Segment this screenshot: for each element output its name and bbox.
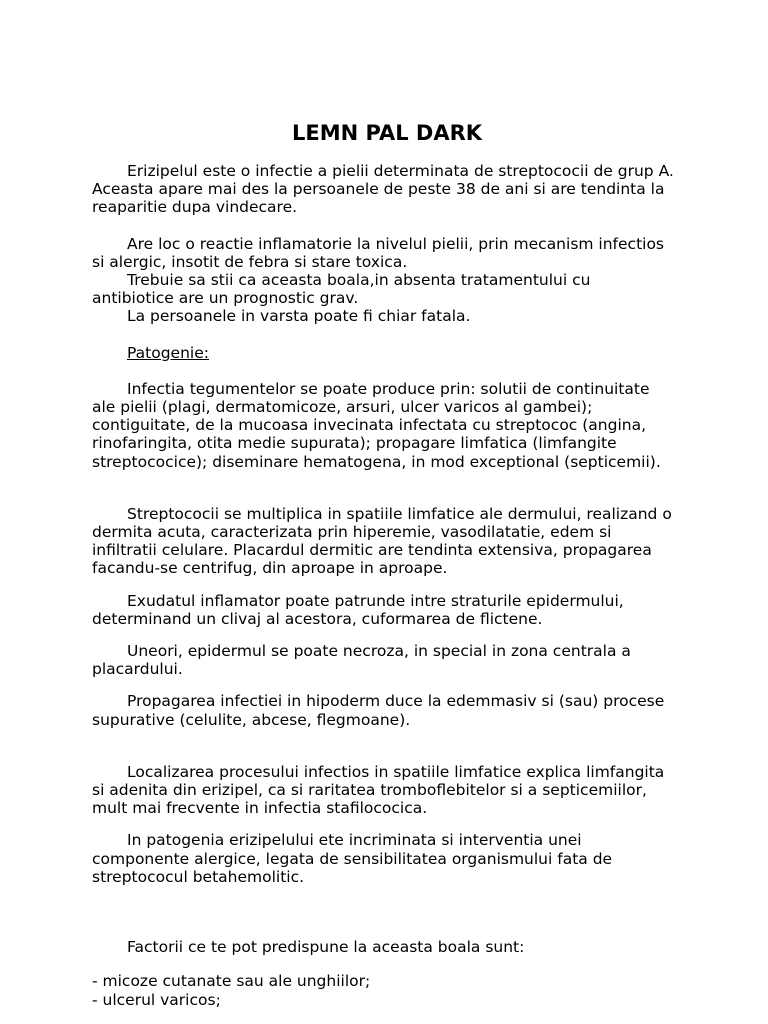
paragraph-factors: Factorii ce te pot predispune la aceasta boala sunt: (127, 938, 525, 957)
paragraph-intro: Erizipelul este o infectie a pielii determinata de streptococii de grup A. Aceasta apare mai des la persoanele de peste 38 de ani si are tendinta la reaparitie dupa vindecare. (92, 162, 674, 217)
heading-patogenie (92, 344, 682, 362)
document-page (92, 118, 682, 1009)
paragraph-exudate: Exudatul inflamator poate patrunde intre straturile epidermului, determinand un clivaj al acestora, cuformarea de flictene. (92, 591, 624, 628)
paragraph-elderly: La persoanele in varsta poate fi chiar fatala. (127, 307, 471, 326)
paragraph-hypodermis: Propagarea infectiei in hipoderm duce la edemmasiv si (sau) procese supurative (celulite, abcese, flegmoane). (92, 692, 665, 729)
paragraph-allergic: In patogenia erizipelului ete incriminata si interventia unei componente alergice, legata de sensibilitatea organismului fata de streptococul betahemolitic. (92, 831, 613, 886)
document-title: LEMN PAL DARK (291, 121, 483, 145)
paragraph-infection-routes: Infectia tegumentelor se poate produce prin: solutii de continuitate ale pielii (plagi, dermatomicoze, arsuri, ulcer varicos al gambei); contiguitate, de la mucoasa invecinata infectata cu streptococ (angina, rinofaringita, otita medie supurata); propagare limfatica (limfangite streptococice); diseminare hematogena, in mod exceptional (septicemii). (92, 379, 661, 471)
list-item: - micoze cutanate sau ale unghiilor; (92, 972, 371, 991)
paragraph-reaction: Are loc o reactie inflamatorie la nivelul pielii, prin mecanism infectios si alergic, insotit de febra si stare toxica. (92, 234, 665, 271)
paragraph-localization: Localizarea procesului infectios in spatiile limfatice explica limfangita si adenita din erizipel, ca si raritatea tromboflebitelor si a septicemiilor, mult mai frecvente in infectia stafilococica. (92, 762, 665, 818)
list-item: - ulcerul varicos; (92, 990, 221, 1009)
paragraph-multiplication: Streptococii se multiplica in spatiile limfatice ale dermului, realizand o dermita acuta, caracterizata prin hiperemie, vasodilatatie, edem si infiltratii celulare. Placardul dermitic are tendinta extensiva, propagarea facandu-se centrifug, din aproape in aproape. (92, 504, 672, 578)
heading-patogenie-text: Patogenie: (127, 343, 209, 362)
paragraph-prognosis: Trebuie sa stii ca aceasta boala,in absenta tratamentului cu antibiotice are un prognostic grav. (92, 271, 591, 308)
paragraph-necrosis: Uneori, epidermul se poate necroza, in special in zona centrala a placardului. (92, 642, 631, 679)
